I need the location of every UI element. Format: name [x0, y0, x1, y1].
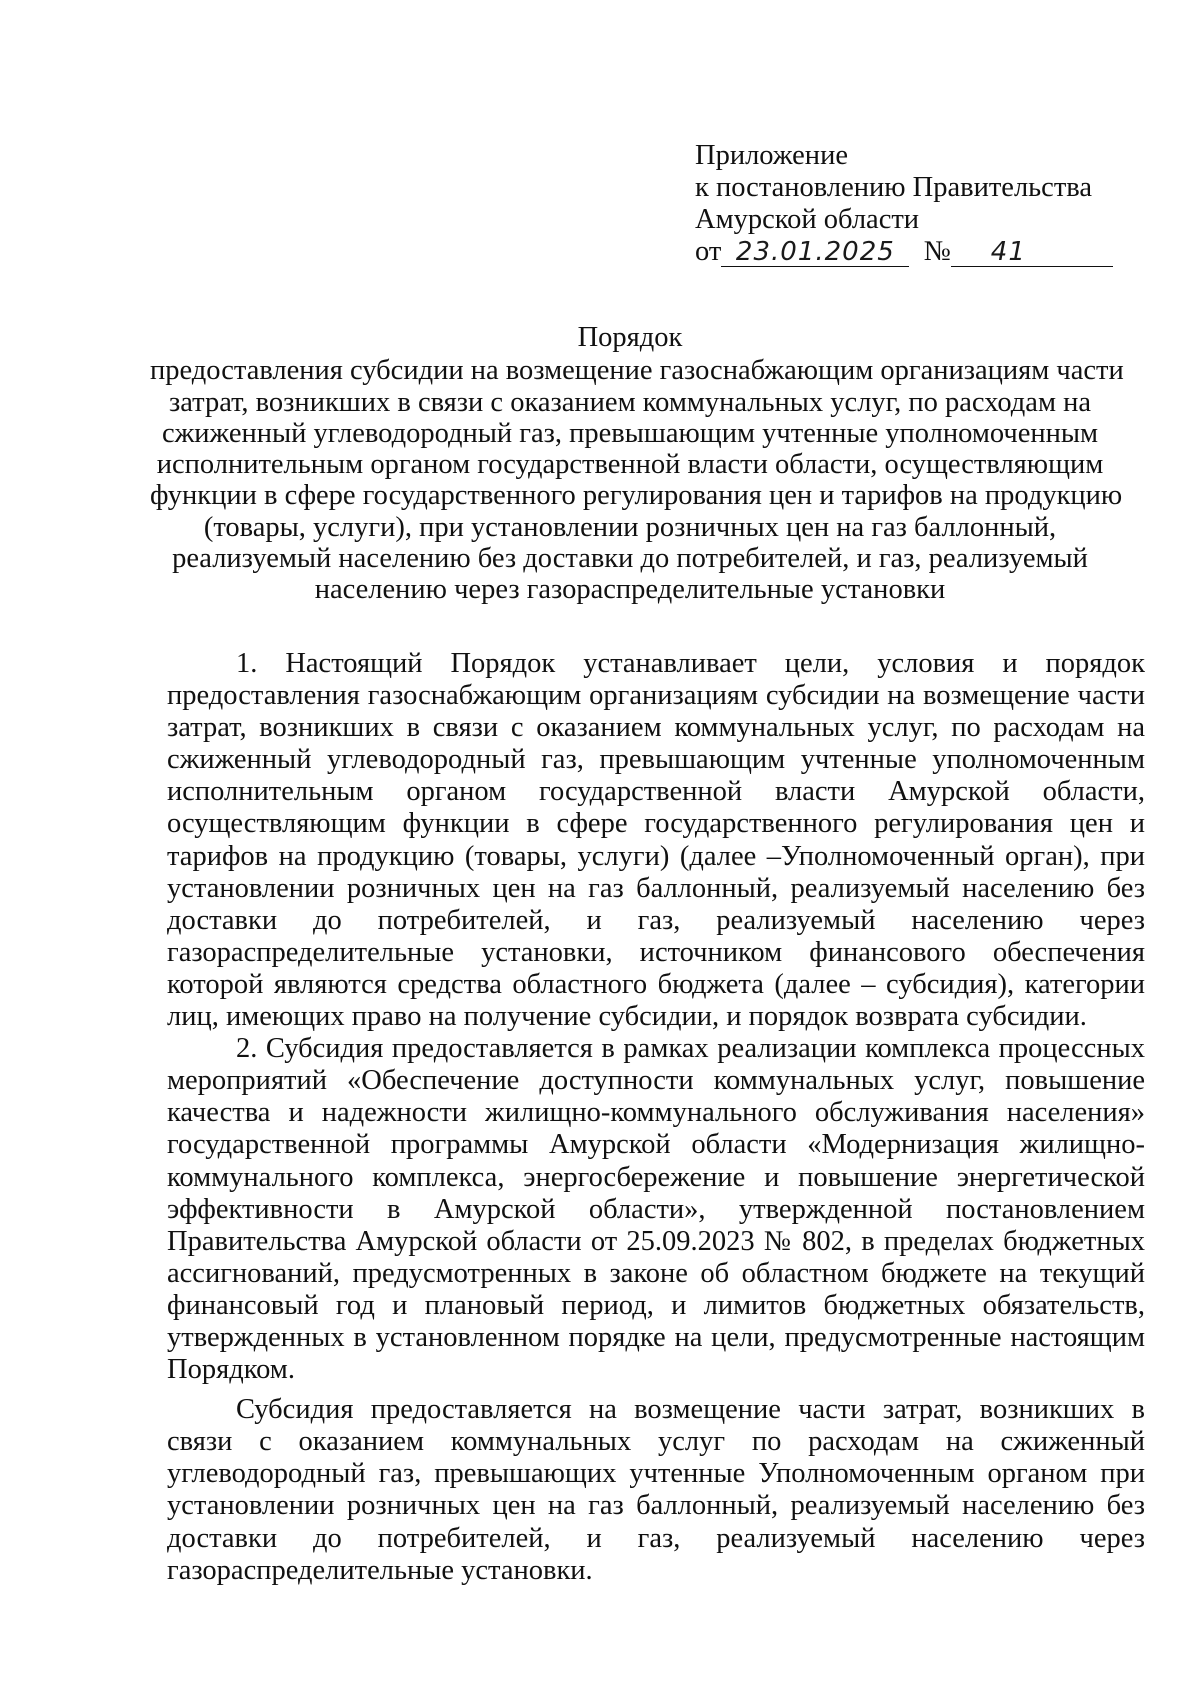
- title-line: предоставления субсидии на возмещение газоснабжающим организациям части: [150, 355, 1124, 387]
- paragraph-2: 2. Субсидия предоставляется в рамках реализации комплекса процессных мероприятий «Обеспечение доступности коммунальных услуг, повышение качества и надежности жилищно-коммунального обслуживания населения» государственной программы Амурской области «Модернизация жилищно-коммунального комплекса, энергосбережение и повышение энергетической эффективности в Амурской области», утвержденной постановлением Правительства Амурской области от 25.09.2023 № 802, в пределах бюджетных ассигнований, предусмотренных в законе об областном бюджете на текущий финансовый год и плановый период, и лимитов бюджетных обязательств, утвержденных в установленном порядке на цели, предусмотренные настоящим Порядком.: [167, 1033, 1145, 1386]
- title-line: (товары, услуги), при установлении розничных цен на газ баллонный,: [203, 511, 1057, 543]
- title-line: затрат, возникших в связи с оказанием коммунальных услуг, по расходам на: [168, 386, 1092, 418]
- title-line: реализуемый населению без доставки до потребителей, и газ, реализуемый: [172, 543, 1088, 575]
- title-heading: Порядок: [577, 322, 683, 353]
- handwritten-number: 41: [990, 237, 1026, 267]
- number-field: [951, 238, 1113, 267]
- date-field: [721, 238, 909, 267]
- attachment-region: Амурской области: [695, 204, 920, 235]
- date-prefix: от: [695, 236, 722, 267]
- attachment-resolution: к постановлению Правительства: [695, 172, 1093, 203]
- attachment-block: [695, 140, 1115, 270]
- paragraph-1: 1. Настоящий Порядок устанавливает цели, условия и порядок предоставления газоснабжающим организациям субсидии на возмещение части затрат, возникших в связи с оказанием коммунальных услуг, по расходам на сжиженный углеводородный газ, превышающим учтенные уполномоченным исполнительным органом государственной власти Амурской области, осуществляющим функции в сфере государственного регулирования цен и тарифов на продукцию (товары, услуги) (далее –Уполномоченный орган), при установлении розничных цен на газ баллонный, реализуемый населению без доставки до потребителей, и газ, реализуемый населению через газораспределительные установки, источником финансового обеспечения которой являются средства областного бюджета (далее – субсидия), категории лиц, имеющих право на получение субсидии, и порядок возврата субсидии.: [167, 648, 1145, 1033]
- document-body: [167, 648, 1145, 1587]
- handwritten-date: 23.01.2025: [735, 237, 895, 267]
- title-line: исполнительным органом государственной власти области, осуществляющим: [156, 449, 1104, 481]
- attachment-label: Приложение: [695, 140, 848, 171]
- attachment-date-line: [695, 236, 1115, 270]
- document-title: [150, 322, 1124, 606]
- title-line: населению через газораспределительные установки: [314, 574, 946, 606]
- number-prefix: №: [923, 236, 951, 267]
- title-line: функции в сфере государственного регулирования цен и тарифов на продукцию: [150, 480, 1123, 512]
- paragraph-3: Субсидия предоставляется на возмещение части затрат, возникших в связи с оказанием коммунальных услуг по расходам на сжиженный углеводородный газ, превышающих учтенные Уполномоченным органом при установлении розничных цен на газ баллонный, реализуемый населению без доставки до потребителей, и газ, реализуемый населению через газораспределительные установки.: [167, 1394, 1145, 1586]
- title-line: сжиженный углеводородный газ, превышающим учтенные уполномоченным: [161, 417, 1099, 449]
